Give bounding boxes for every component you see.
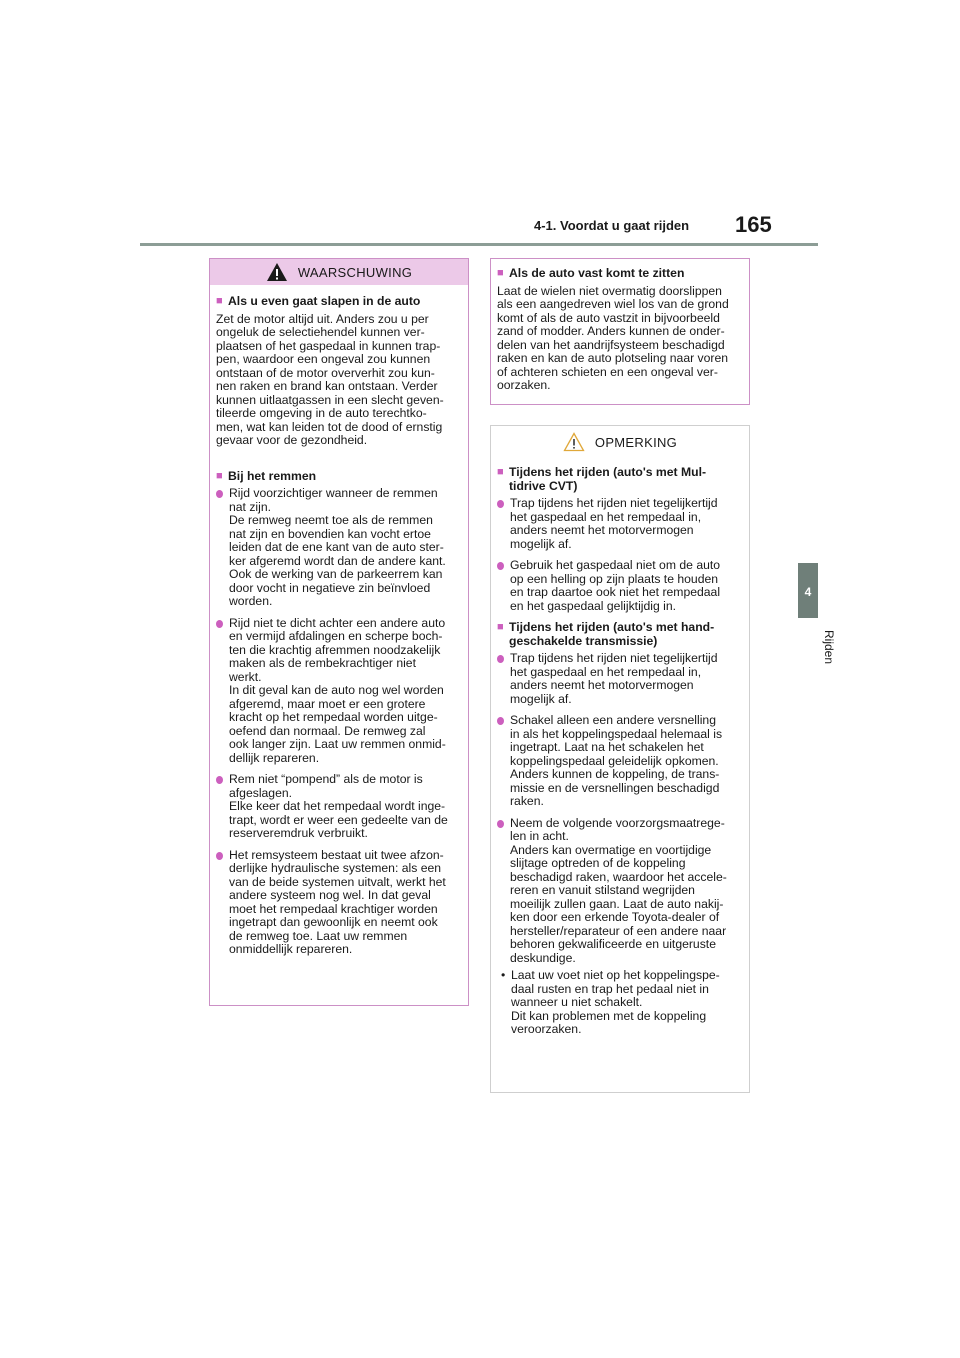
warning-box [209, 258, 469, 1006]
warning-paragraph-sleep: Zet de motor altijd uit. Anders zou u per ongeluk de selectiehendel kunnen ver- plaatsen of het gaspedaal in kunnen trap- pen, waardoor een ongeval zou kunnen ontstaan of de motor oververhit zou kun- nen raken en brand kan ontstaan. Verder kunnen uitlaatgassen in een slecht geven- tileerde omgeving in de auto terechtko- men, wat kan leiden tot de dood of ernstig gevaar voor de gezondheid. [216, 311, 444, 447]
page-number: 165 [735, 212, 772, 237]
square-bullet-icon: ■ [497, 466, 504, 478]
list-item: Rem niet “pompend” als de motor is afgeslagen. Elke keer dat het rempedaal wordt inge- trapt, wordt er weer een gedeelte van de reserveremdruk verbruikt. [216, 773, 460, 841]
square-bullet-icon: ■ [216, 295, 223, 307]
warning-heading-sleep: ■ Als u even gaat slapen in de auto [216, 294, 421, 308]
square-bullet-icon: ■ [497, 267, 504, 279]
chapter-tab: 4 [798, 563, 818, 618]
notice-heading-manual: ■ Tijdens het rijden (auto's met hand- geschakelde transmissie) [497, 620, 715, 648]
warning-heading-stuck: ■ Als de auto vast komt te zitten [497, 266, 685, 280]
bullet-dot-icon [497, 562, 504, 570]
list-item: Neem de volgende voorzorgsmaatrege- len in acht. Anders kan overmatige en voortijdige slijtage optreden of de koppeling beschadigd raken, waardoor het accele- reren en vanuit stilstand wegrijden moeilijk zullen gaan. Laat de auto nakij- ken door een erkende Toyota-dealer of hersteller/reparateur of een andere naar behoren gekwalificeerde en uitgeruste deskundige. [497, 817, 741, 966]
bullet-dot-icon [216, 620, 223, 628]
caution-triangle-icon [563, 432, 585, 452]
notice-heading-cvt: ■ Tijdens het rijden (auto's met Mul- tidrive CVT) [497, 465, 707, 493]
list-item: Trap tijdens het rijden niet tegelijkertijd het gaspedaal en het rempedaal in, anders neemt het motorvermogen mogelijk af. [497, 497, 741, 551]
notice-title: OPMERKING [594, 434, 678, 450]
notice-box [490, 425, 750, 1093]
list-item: Het remsysteem bestaat uit twee afzon- derlijke hydraulische systemen: als een van de beide systemen uitvalt, werkt het andere systeem nog wel. In dat geval moet het rempedaal krachtiger worden ingetrapt dan gewoonlijk en neemt ook de remweg toe. Laat uw remmen onmiddellijk repareren. [216, 849, 460, 957]
section-title: 4-1. Voordat u gaat rijden [534, 218, 690, 233]
warning-title: WAARSCHUWING [297, 264, 413, 280]
notice-header [491, 428, 749, 456]
square-bullet-icon: ■ [497, 621, 504, 633]
warning-triangle-icon [266, 262, 288, 282]
square-bullet-icon: ■ [216, 469, 223, 482]
dash-bullet-icon: • [501, 968, 506, 982]
header-rule [140, 243, 818, 246]
chapter-label: Rijden [822, 630, 836, 665]
warning-continuation-box [490, 258, 750, 405]
bullet-dot-icon [497, 820, 504, 828]
warning-header [210, 259, 468, 285]
list-item: Rijd voorzichtiger wanneer de remmen nat zijn. De remweg neemt toe als de remmen nat zijn en bovendien kan vocht ertoe leiden dat de ene kant van de auto ster- ker afgeremd wordt dan de andere kant. Ook de werking van de parkeerrem kan door vocht in negatieve zin beïnvloed worden. [216, 487, 460, 609]
list-item: Rijd niet te dicht achter een andere auto en vermijd afdalingen en scherpe boch- ten die krachtig afremmen noodzakelijk maken als de rembekrachtiger niet werkt. In dit geval kan de auto nog wel worden afgeremd, maar moet er een grotere kracht op het rempedaal worden uitge- oefend dan normaal. De remweg zal ook langer zijn. Laat uw remmen onmid- dellijk repareren. [216, 617, 460, 766]
list-item: Gebruik het gaspedaal niet om de auto op een helling op zijn plaats te houden en trap daartoe ook niet het rempedaal en het gaspedaal gelijktijdig in. [497, 559, 741, 613]
bullet-dot-icon [497, 655, 504, 663]
list-item: • Laat uw voet niet op het koppelingspe- daal rusten en trap het pedaal niet in wanneer u niet schakelt. Dit kan problemen met de koppeling veroorzaken. [497, 969, 741, 1037]
warning-paragraph-stuck: Laat de wielen niet overmatig doorslippen als een aangedreven wiel los van de grond komt of als de auto vastzit in bijvoorbeeld zand of modder. Anders kunnen de onder- delen van het aandrijfsysteem beschadigd raken en kan de auto plotseling naar voren of achteren schieten en een ongeval ver- oorzaken. [497, 283, 729, 392]
bullet-dot-icon [216, 776, 223, 784]
warning-heading-braking: ■ Bij het remmen [216, 468, 317, 483]
list-item: Trap tijdens het rijden niet tegelijkertijd het gaspedaal en het rempedaal in, anders neemt het motorvermogen mogelijk af. [497, 652, 741, 706]
bullet-dot-icon [216, 490, 223, 498]
bullet-dot-icon [497, 717, 504, 725]
list-item: Schakel alleen een andere versnelling in als het koppelingspedaal helemaal is ingetrapt. Laat na het schakelen het koppelingspedaal geleidelijk opkomen. Anders kunnen de koppeling, de trans- missie en de versnellingen beschadigd raken. [497, 714, 741, 809]
bullet-dot-icon [216, 852, 223, 860]
bullet-dot-icon [497, 500, 504, 508]
